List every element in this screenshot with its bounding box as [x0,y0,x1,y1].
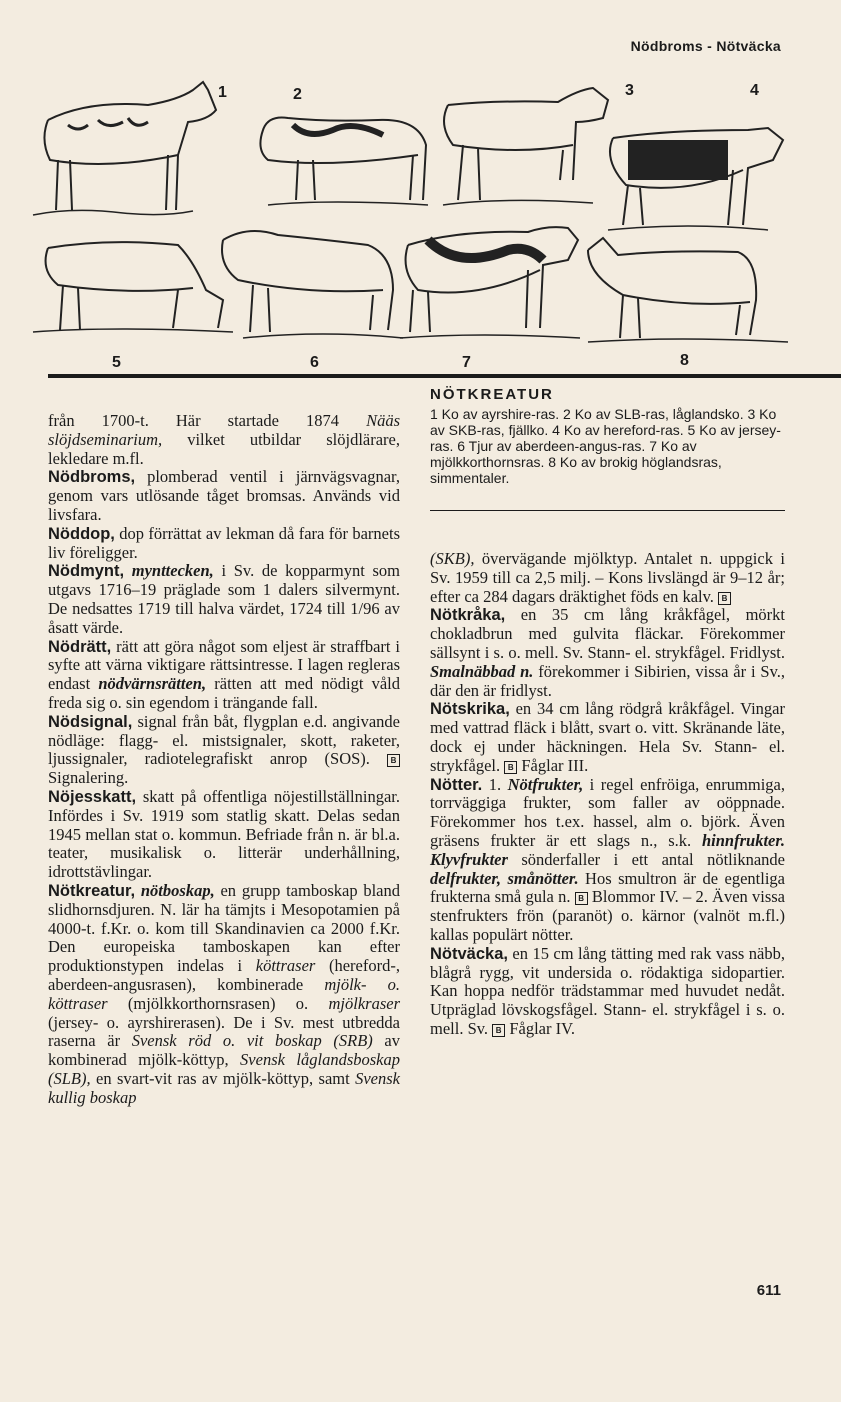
illustration-number-5: 5 [112,354,121,371]
entry-notkreatur: Nötkreatur, nötboskap, en grupp tamboskap bland slidhornsdjuren. N. lär ha tämjts i Mesopotamien på 4000-t. f.Kr. o. kom till Skandinavien ca 2000 f.Kr. Den europeiska tamboskapen kan efter produktionstypen indelas i köttraser (hereford-, aberdeen-angusrasen), kombinerade mjölk- o. köttraser (mjölkkorthornsrasen) o. mjölkraser (jersey- o. ayrshirerasen). De i Sv. mest utbredda raserna är Svensk röd o. vit boskap (SRB) av kombinerad mjölk-köttyp, Svensk låglandsboskap (SLB), en svart-vit ras av mjölk-köttyp, samt Svensk kullig boskap [48,880,401,1107]
illustration-number-4: 4 [750,82,759,99]
reference-icon: B [575,892,588,905]
entry-nodbroms: Nödbroms, plomberad ventil i järnvägsvagnar, genom vars utlösande tåget bromsas. Används vid livsfara. [48,467,400,524]
right-column [430,550,785,1039]
illustration-number-7: 7 [462,354,471,371]
illustration-divider [48,374,841,378]
running-header: Nödbroms - Nötväcka [630,38,781,54]
reference-icon: B [718,592,731,605]
caption-divider [430,510,785,511]
entry-notter: Nötter. 1. Nötfrukter, i regel enfröiga, enrummiga, torrväggiga frukter, som faller av oöppnade. Förekommer hos t.ex. hassel, alm o. björk. Även gräsens frukter är ett slags n., s.k. hinnfrukter. Klyvfrukter sönderfaller i ett antal nötliknande delfrukter, smånötter. Hos smultron är de egentliga frukterna små gula n. B Blommor IV. – 2. Även vissa stenfrukters frön (paranöt) o. kärnor (valnöt m.fl.) kallas populärt nötter. [430,774,786,944]
illustration-number-2: 2 [293,86,302,103]
entry-notskrika: Nötskrika, en 34 cm lång rödgrå kråkfågel. Vingar med vattrad fläck i blått, svart o. vitt. Skränande läte, dock ej under häckningen. Hela Sv. Stann- el. strykfågel. B Fåglar III. [430,699,785,775]
illustration-number-6: 6 [310,354,319,371]
caption-text: 1 Ko av ayrshire-ras. 2 Ko av SLB-ras, låglandsko. 3 Ko av SKB-ras, fjällko. 4 Ko av hereford-ras. 5 Ko av jersey-ras. 6 Tjur av aberdeen-angus-ras. 7 Ko av mjölkkorthornsras. 8 Ko av brokig höglandsras, simmentaler. [430,406,781,486]
entry-continuation: från 1700-t. Här startade 1874 Nääs slöjdseminarium, vilket utbildar slöjdlärare, lekledare m.fl. [48,411,400,468]
entry-nojesskatt: Nöjesskatt, skatt på offentliga nöjestillställningar. Infördes i Sv. 1919 som statlig skatt. Delas sedan 1945 mellan stat o. kommun. Befriade från n. är bl.a. teater, musikalisk o. litterär underhållning, idrottstävlingar. [48,786,400,882]
left-column [48,412,400,1107]
reference-icon: B [504,761,517,774]
illustration-number-1: 1 [218,84,227,101]
entry-notkraka: Nötkråka, en 35 cm lång kråkfågel, mörkt chokladbrun med gulvita fläckar. Förekommer sällsynt i s. o. mell. Sv. Stann- el. strykfågel. Fridlyst. Smalnäbbad n. förekommer i Sibirien, vissa år i Sv., där den är fridlyst. [430,605,785,700]
reference-icon: B [387,754,400,767]
cattle-illustration [28,60,818,380]
cow-5-drawing [33,242,233,332]
entry-notvacka: Nötväcka, en 15 cm lång tätting med rak vass näbb, blågrå rygg, vit undersida o. rödaktiga sidopartier. Kan hoppa nedför trädstammar med huvudet nedåt. Utpräglad lövskogsfågel. Stann- el. strykfågel i s. o. mell. Sv. B Fåglar IV. [430,943,785,1038]
cow-4-drawing [608,128,783,230]
entry-nodratt: Nödrätt, rätt att göra något som eljest är straffbart i syfte att värna viktigare rättsintresse. I lagen regleras endast nödvärnsrätten, rätten att med nödigt våld freda sig o. sin egendom i trängande fall. [48,636,400,712]
cow-1-drawing [33,82,216,215]
entry-nodsignal: Nödsignal, signal från båt, flygplan e.d. angivande nödläge: flagg- el. mistsignaler, skott, raketer, ljussignaler, radiotelegrafiskt anrop (SOS). B Signalering. [48,711,400,788]
page-number: 611 [756,1282,781,1299]
cattle-drawings [28,60,818,380]
entry-notkreatur-continued: (SKB), övervägande mjölktyp. Antalet n. uppgick i Sv. 1959 till ca 2,5 milj. – Kons livslängd är 9–12 år; efter ca 284 dagars dräktighet föds en kalv. B [430,549,785,606]
entry-nodmynt: Nödmynt, mynttecken, i Sv. de kopparmynt som utgavs 1716–19 präglade som 1 dalers silvermynt. De nedsattes 1719 till halva värdet, 1724 till 1/96 av åsatt värde. [48,561,400,637]
reference-icon: B [492,1024,505,1037]
cow-8-drawing [588,238,788,342]
entry-noddop: Nöddop, dop förrättat av lekman då fara för barnets liv föreligger. [48,523,400,562]
cow-3-drawing [443,88,608,205]
cow-2-drawing [260,118,428,206]
cow-6-drawing [222,231,403,338]
illustration-number-3: 3 [625,82,634,99]
illustration-number-8: 8 [680,352,689,369]
caption-title: NÖTKREATUR [430,386,554,403]
cow-7-drawing [400,227,580,338]
